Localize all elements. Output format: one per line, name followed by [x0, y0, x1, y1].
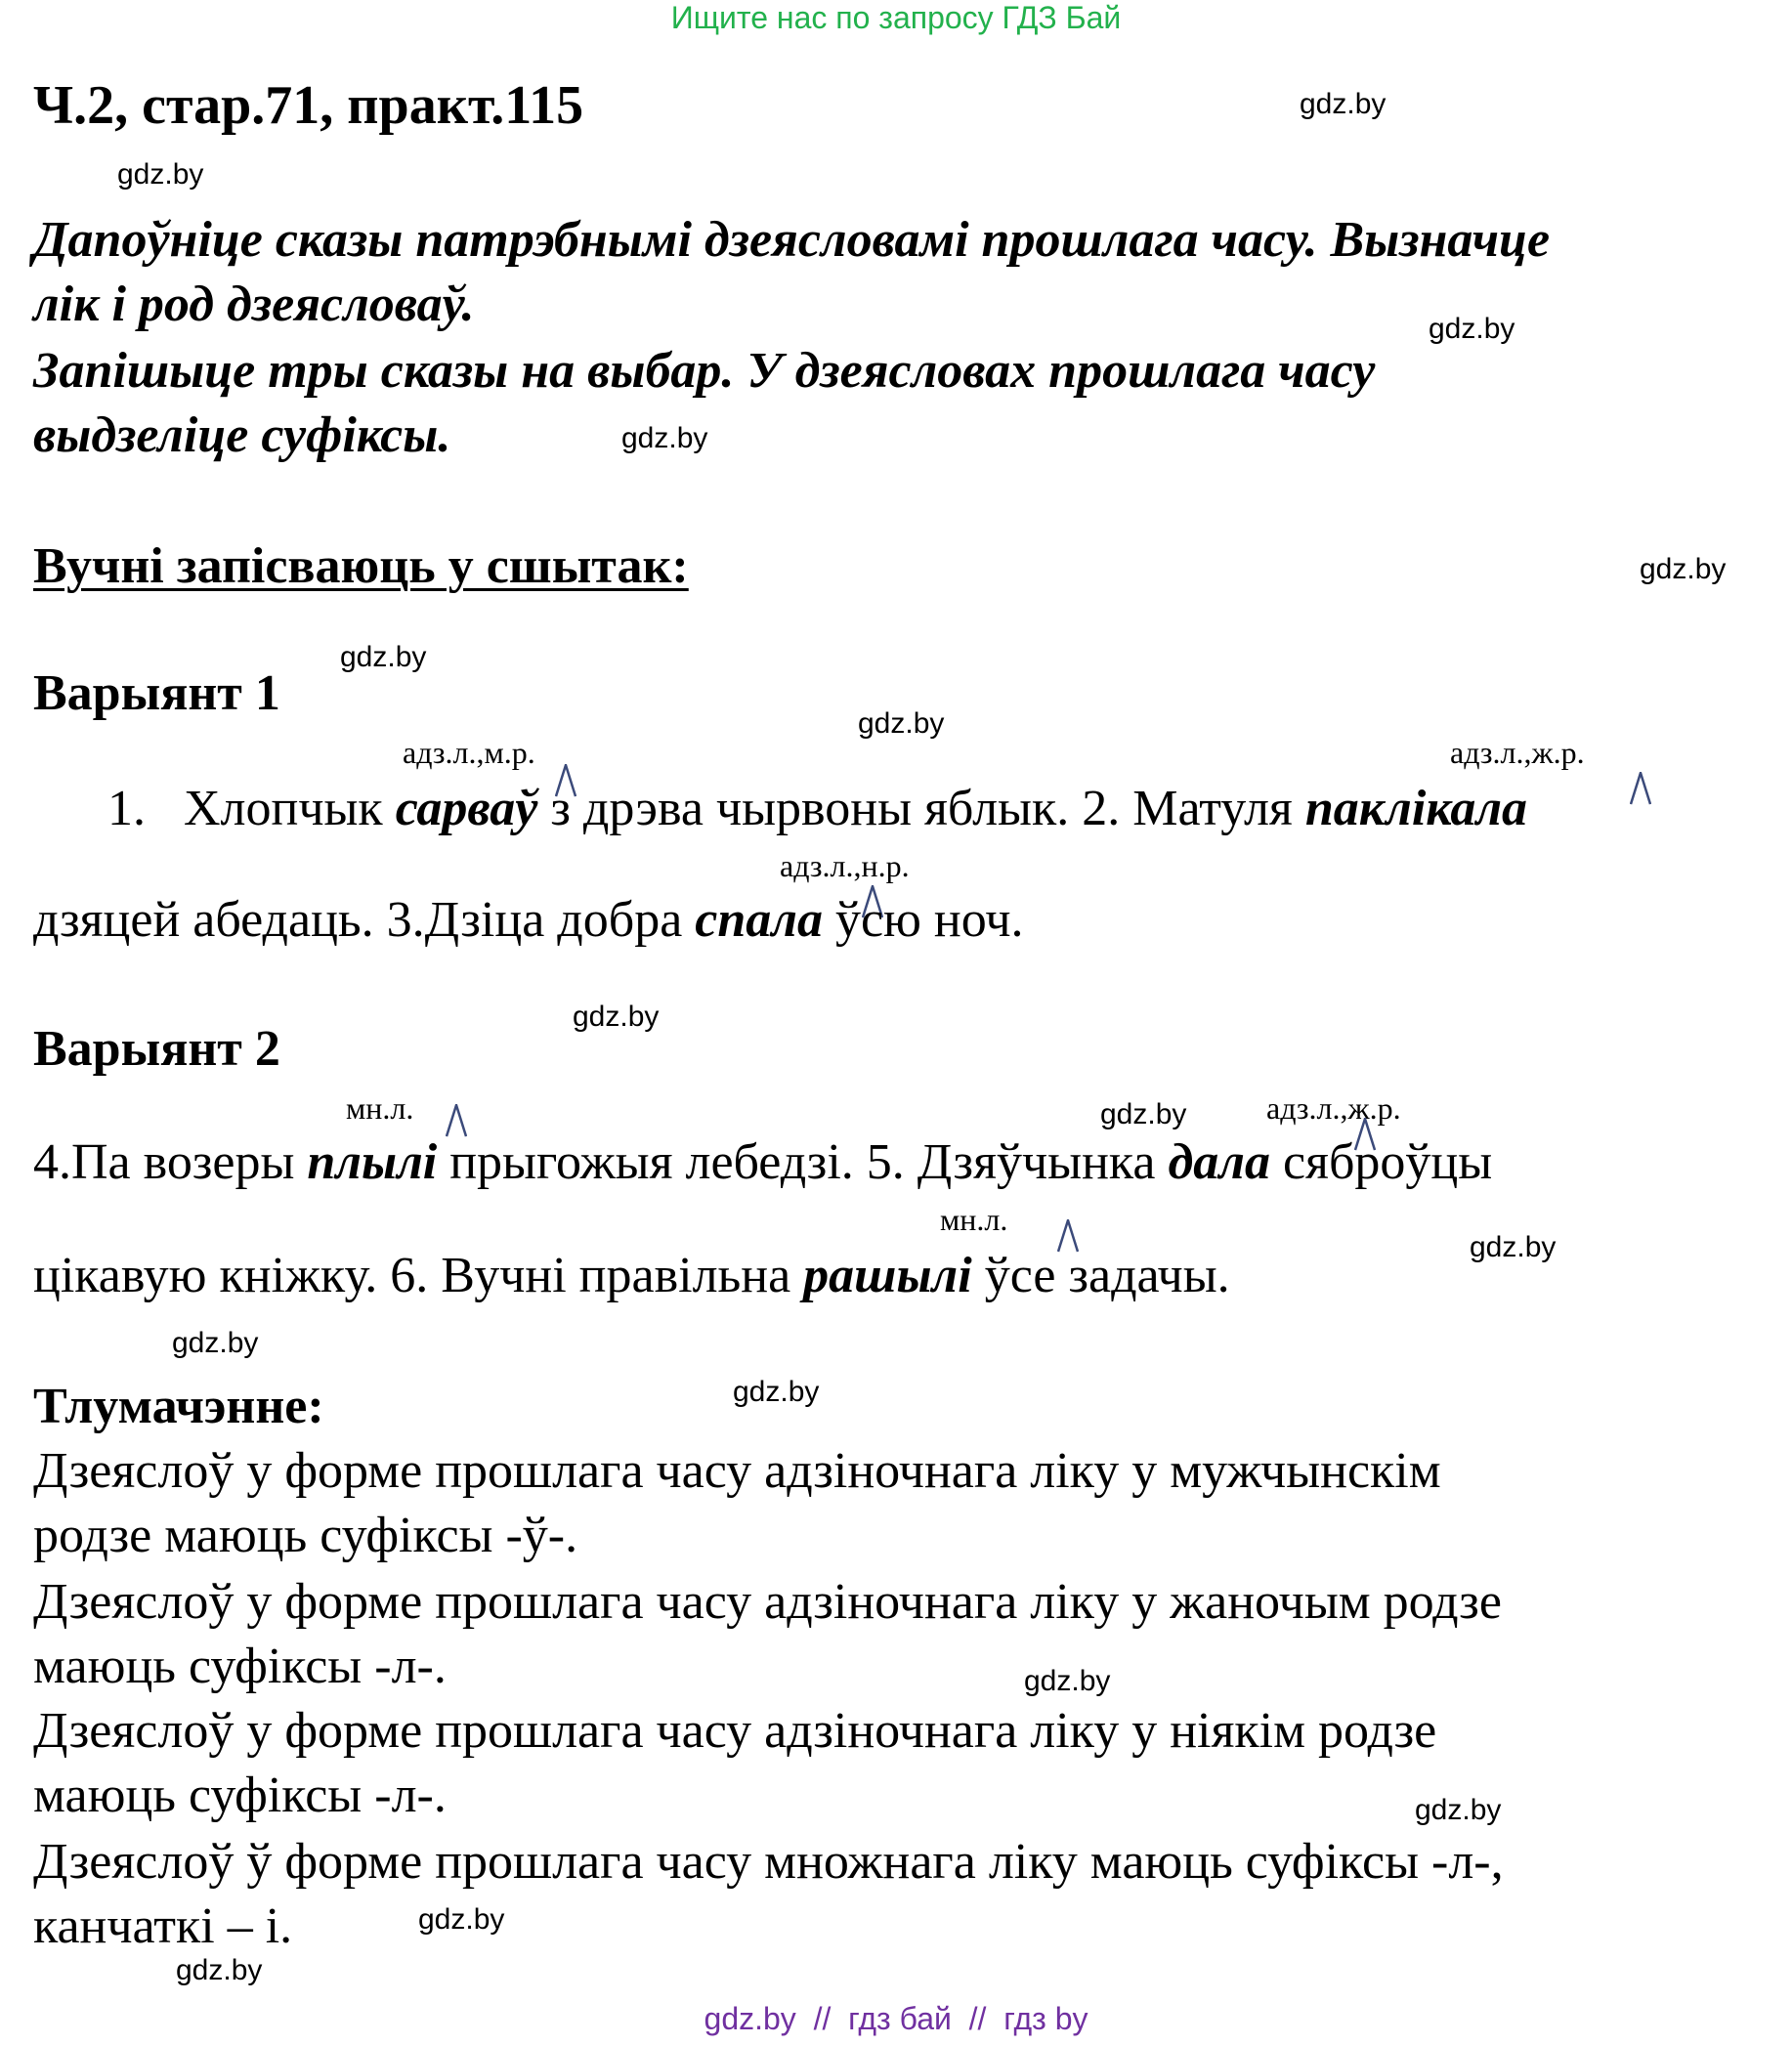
watermark: gdz.by	[172, 1327, 259, 1359]
sentence-number: 1.	[107, 781, 146, 836]
task-line: Дапоўніце сказы патрэбнымі дзеясловамі прошлага часу. Вызначце	[33, 212, 1551, 268]
explanation-line: Дзеяслоў у форме прошлага часу адзіночнага ліку у ніякім родзе	[33, 1703, 1437, 1759]
verb: спала	[695, 892, 823, 948]
verb: паклікала	[1304, 781, 1528, 836]
explanation-line: канчаткі – і.	[33, 1898, 293, 1954]
grammar-note: адз.л.,ж.р.	[1266, 1090, 1401, 1126]
grammar-note: адз.л.,н.р.	[780, 848, 910, 883]
sentence-text: з дрэва чырвоны яблык. 2. Матуля	[537, 781, 1305, 836]
sentence-text: цікавую кніжку. 6. Вучні правільна	[33, 1248, 804, 1303]
task-line: выдзеліце суфіксы.	[33, 407, 451, 463]
watermark: gdz.by	[1100, 1098, 1187, 1130]
sentence-text: прыгожыя лебедзі. 5. Дзяўчынка	[437, 1134, 1169, 1190]
watermark: gdz.by	[1429, 313, 1515, 345]
watermark: gdz.by	[573, 1001, 660, 1033]
sentence-text: 4.Па возеры	[33, 1134, 308, 1190]
sentence-text: ўсю ноч.	[822, 892, 1024, 948]
watermark: gdz.by	[1024, 1665, 1111, 1697]
watermark: gdz.by	[176, 1954, 263, 1986]
grammar-note: мн.л.	[940, 1202, 1008, 1237]
verb: рашылі	[803, 1248, 972, 1303]
suffix-caret-icon	[1630, 772, 1651, 805]
explanation-line: маюць суфіксы -л-.	[33, 1639, 447, 1694]
watermark: gdz.by	[621, 422, 708, 454]
footer-links: gdz.by // гдз бай // гдз by	[704, 2001, 1088, 2036]
watermark: gdz.by	[117, 158, 204, 191]
sentence-text: дзяцей абедаць. 3.Дзіца добра	[33, 892, 696, 948]
verb: плылі	[307, 1134, 438, 1190]
grammar-note: мн.л.	[346, 1090, 414, 1126]
sentence-text: ўсе задачы.	[971, 1248, 1230, 1303]
sentence-line	[33, 1133, 1492, 1192]
sentence-line	[33, 891, 1024, 950]
explanation-line: Дзеяслоў ў форме прошлага часу множнага ліку маюць суфіксы -л-,	[33, 1834, 1504, 1890]
explanation-line: родзе маюць суфіксы -ў-.	[33, 1508, 578, 1563]
watermark: gdz.by	[1300, 88, 1387, 120]
explanation-heading: Тлумачэнне:	[33, 1379, 324, 1434]
grammar-note: адз.л.,ж.р.	[1450, 735, 1585, 770]
watermark: gdz.by	[858, 707, 945, 740]
sentence-text: Хлопчык	[184, 781, 396, 836]
verb: сарваў	[395, 781, 538, 836]
watermark: gdz.by	[340, 641, 427, 673]
verb: дала	[1168, 1134, 1270, 1190]
page-title: Ч.2, стар.71, практ.115	[33, 75, 584, 136]
watermark: gdz.by	[418, 1903, 505, 1936]
variant-2-heading: Варыянт 2	[33, 1021, 280, 1077]
explanation-line: маюць суфіксы -л-.	[33, 1768, 447, 1823]
watermark: gdz.by	[1415, 1794, 1502, 1826]
top-banner: Ищите нас по запросу ГДЗ Бай	[670, 0, 1122, 35]
explanation-line: Дзеяслоў у форме прошлага часу адзіночнага ліку у жаночым родзе	[33, 1574, 1502, 1630]
task-line: Запішыце тры сказы на выбар. У дзеясловах прошлага часу	[33, 343, 1376, 399]
explanation-line: Дзеяслоў у форме прошлага часу адзіночнага ліку у мужчынскім	[33, 1443, 1441, 1499]
sentence-text: сяброўцы	[1269, 1134, 1493, 1190]
sentence-line	[107, 780, 1527, 838]
watermark: gdz.by	[1470, 1231, 1557, 1263]
grammar-note: адз.л.,м.р.	[403, 735, 535, 770]
watermark: gdz.by	[733, 1376, 820, 1408]
task-line: лік і род дзеясловаў.	[33, 277, 475, 332]
watermark: gdz.by	[1640, 553, 1727, 585]
suffix-caret-icon	[446, 1104, 467, 1137]
variant-1-heading: Варыянт 1	[33, 665, 280, 721]
sentence-line	[33, 1247, 1230, 1305]
section-heading: Вучні запісваюць у сшытак:	[33, 538, 689, 594]
